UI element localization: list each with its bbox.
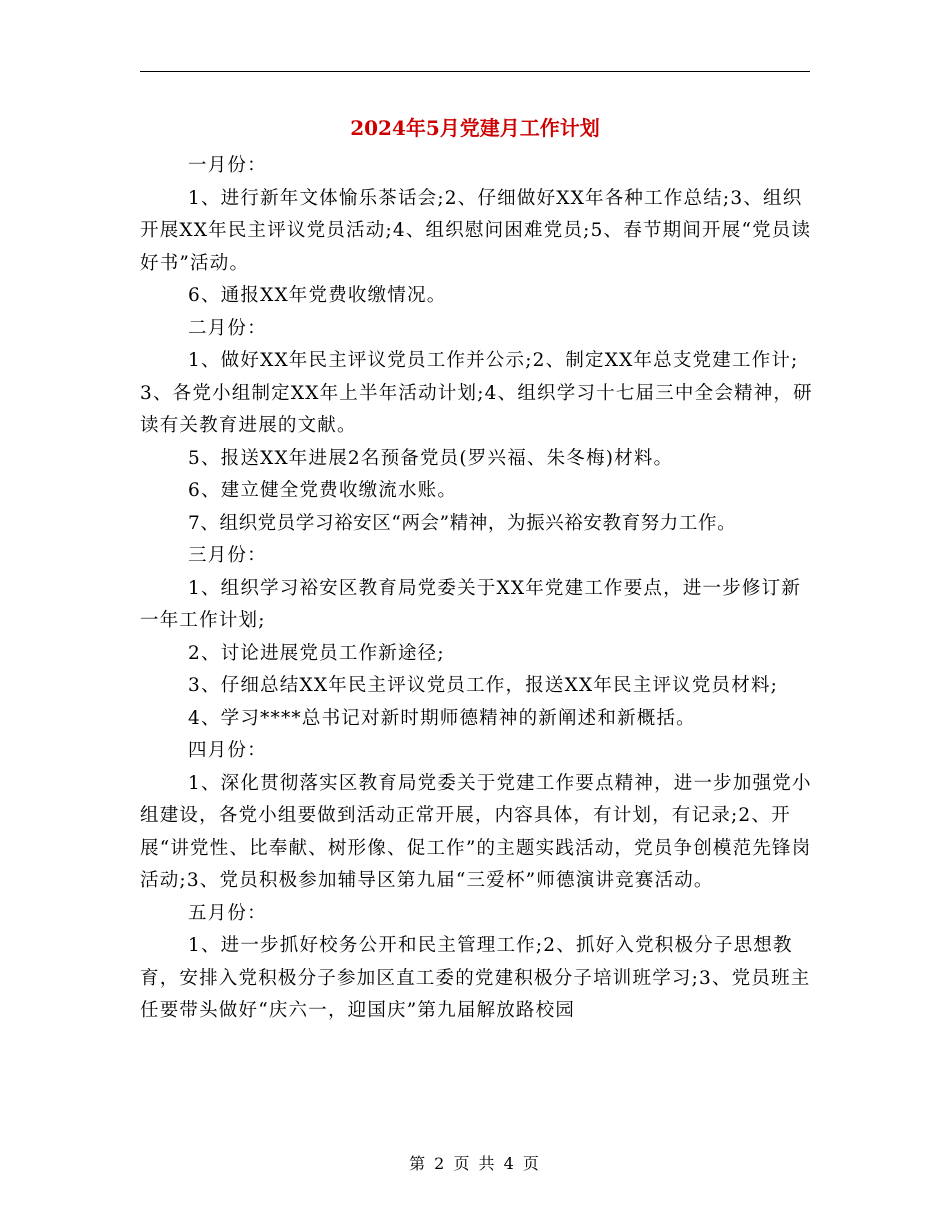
- paragraph: 7、组织党员学习裕安区“两会”精神，为振兴裕安教育努力工作。: [188, 512, 737, 534]
- paragraph-month-feb: 二月份：: [188, 317, 267, 339]
- paragraph-month-may: 五月份：: [188, 902, 267, 924]
- document-body: [140, 150, 820, 1028]
- header-rule: [140, 71, 810, 72]
- paragraph: 1、做好XX年民主评议党员工作并公示;2、制定XX年总支党建工作计;3、各党小组制定XX年上半年活动计划;4、组织学习十七届三中全会精神，研读有关教育进展的文献。: [140, 350, 813, 436]
- paragraph: 6、建立健全党费收缴流水账。: [188, 480, 458, 501]
- paragraph: 4、学习****总书记对新时期师德精神的新阐述和新概括。: [188, 707, 696, 729]
- paragraph: 1、进行新年文体愉乐茶话会;2、仔细做好XX年各种工作总结;3、组织开展XX年民主评议党员活动;4、组织慰问困难党员;5、春节期间开展“党员读好书”活动。: [140, 187, 812, 274]
- paragraph: 2、讨论进展党员工作新途径;: [188, 642, 445, 664]
- paragraph-month-mar: 三月份：: [188, 545, 267, 566]
- paragraph: 1、深化贯彻落实区教育局党委关于党建工作要点精神，进一步加强党小组建设，各党小组要做到活动正常开展，内容具体，有计划，有记录;2、开展“讲党性、比奉献、树形像、促工作”的主题实践活动，党员争创模范先锋岗活动;3、党员积极参加辅导区第九届“三爱杯”师德演讲竞赛活动。: [140, 772, 812, 891]
- paragraph: 1、组织学习裕安区教育局党委关于XX年党建工作要点，进一步修订新一年工作计划;: [140, 577, 802, 631]
- paragraph-month-jan: 一月份：: [188, 155, 267, 176]
- document-title: 2024年5月党建月工作计划: [350, 116, 600, 140]
- paragraph: 1、进一步抓好校务公开和民主管理工作;2、抓好入党积极分子思想教育，安排入党积极分子参加区直工委的党建积极分子培训班学习;3、党员班主任要带头做好“庆六一，迎国庆”第九届解放路校园: [140, 935, 811, 1021]
- paragraph: 5、报送XX年进展2名预备党员(罗兴福、朱冬梅)材料。: [188, 447, 674, 469]
- paragraph: 3、仔细总结XX年民主评议党员工作，报送XX年民主评议党员材料;: [188, 675, 779, 696]
- page-number: 第 2 页 共 4 页: [409, 1154, 541, 1173]
- paragraph-month-apr: 四月份：: [188, 740, 267, 761]
- paragraph: 6、通报XX年党费收缴情况。: [188, 285, 447, 306]
